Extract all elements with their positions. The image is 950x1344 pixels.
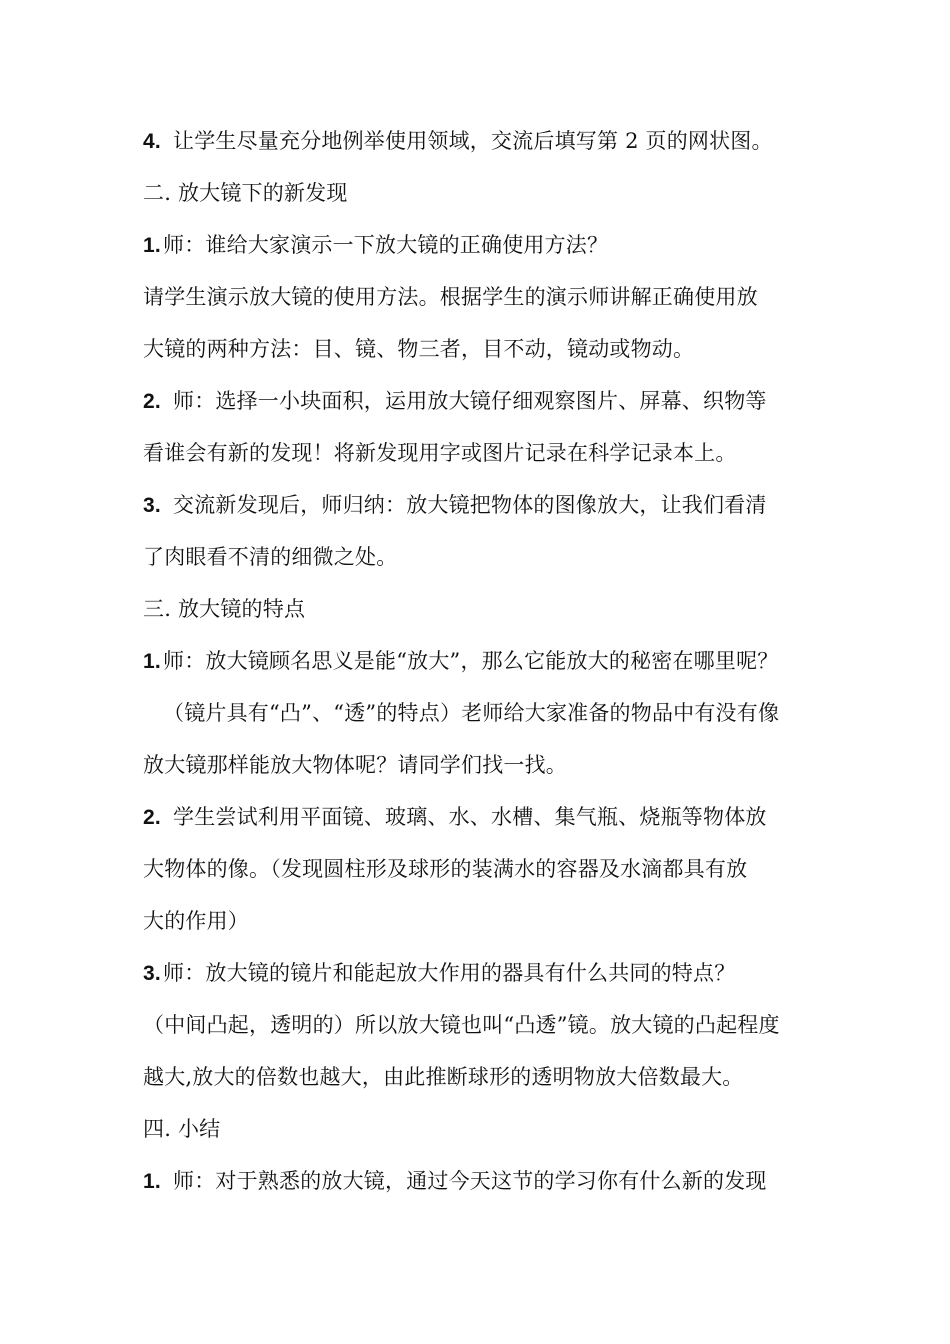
section-heading [143,1114,843,1144]
paragraph-text: 越大,放大的倍数也越大，由此推断球形的透明物放大倍数最大。 [143,1065,744,1089]
paragraph-line [143,854,843,884]
item-number: 2. [143,806,161,829]
paragraph-text: 请学生演示放大镜的使用方法。根据学生的演示师讲解正确使用放 [143,285,758,309]
list-item [143,646,843,677]
list-item [143,490,843,521]
paragraph-line [143,282,843,312]
paragraph-text: 师：对于熟悉的放大镜，通过今天这节的学习你有什么新的发现 [173,1169,767,1193]
paragraph-text: 交流新发现后，师归纳：放大镜把物体的图像放大，让我们看清 [173,493,767,517]
paragraph-text: 放大镜那样能放大物体呢？请同学们找一找。 [143,753,567,777]
paragraph-line [143,542,843,572]
section-heading [143,178,843,208]
paragraph-text: 看谁会有新的发现！将新发现用字或图片记录在科学记录本上。 [143,441,737,465]
item-number: 1. [143,650,161,673]
paragraph-text: 大物体的像。（发现圆柱形及球形的装满水的容器及水滴都具有放 [143,857,748,881]
paragraph-text: 学生尝试利用平面镜、玻璃、水、水槽、集气瓶、烧瓶等物体放 [173,805,767,829]
list-item [143,1166,843,1197]
list-item [143,802,843,833]
item-number: 3. [143,494,161,517]
paragraph-line [143,334,843,364]
paragraph-text: 师：谁给大家演示一下放大镜的正确使用方法？ [163,233,609,257]
paragraph-text: 师：放大镜的镜片和能起放大作用的器具有什么共同的特点？ [163,961,736,985]
paragraph-text: 大镜的两种方法：目、镜、物三者，目不动，镜动或物动。 [143,337,695,361]
item-number: 3. [143,962,161,985]
paragraph-text: 师：放大镜顾名思义是能“放大”，那么它能放大的秘密在哪里呢？ [163,649,779,673]
section-heading [143,594,843,624]
list-item [143,386,843,417]
paragraph-line [143,906,843,936]
paragraph-text: （中间凸起，透明的）所以放大镜也叫“凸透”镜。放大镜的凸起程度 [143,1013,780,1037]
paragraph-line [143,1062,843,1092]
item-number: 4. [143,130,161,153]
paragraph-text: 让学生尽量充分地例举使用领域，交流后填写第 2 页的网状图。 [173,129,773,153]
paragraph-text: 师：选择一小块面积，运用放大镜仔细观察图片、屏幕、织物等 [173,389,767,413]
item-number: 2. [143,390,161,413]
paragraph-text: 大的作用） [143,909,249,933]
list-item [143,126,843,157]
item-number: 1. [143,234,161,257]
paragraph-text: （镜片具有“凸”、“透”的特点）老师给大家准备的物品中有没有像 [163,701,780,725]
item-number: 1. [143,1170,161,1193]
paragraph-text: 了肉眼看不清的细微之处。 [143,545,398,569]
paragraph-line [143,698,843,728]
paragraph-line [143,750,843,780]
heading-text: 三. 放大镜的特点 [143,597,306,621]
paragraph-line [143,438,843,468]
heading-text: 二. 放大镜下的新发现 [143,181,348,205]
list-item [143,230,843,261]
heading-text: 四. 小结 [143,1117,221,1141]
list-item [143,958,843,989]
paragraph-line [143,1010,843,1040]
